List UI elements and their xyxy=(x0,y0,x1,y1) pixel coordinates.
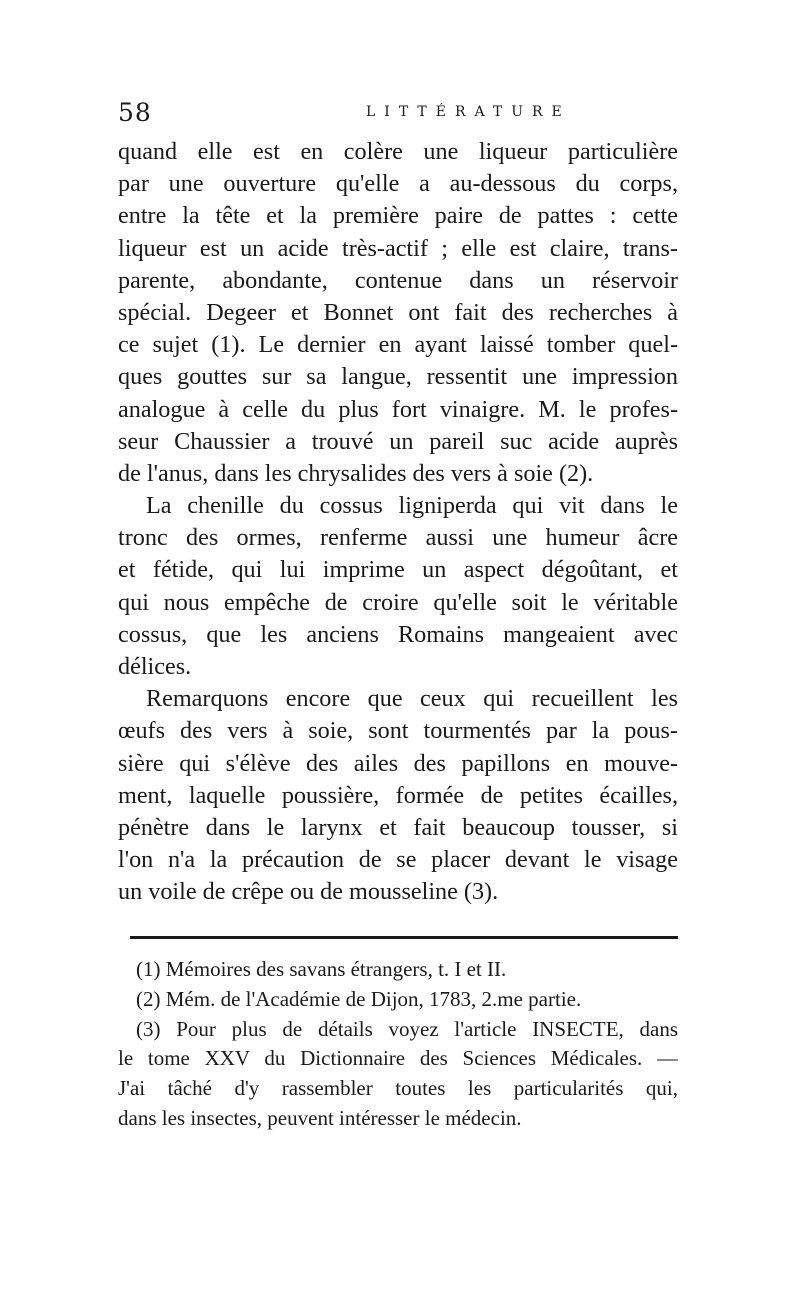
footnote-continuation: J'ai tâché d'y rassembler toutes les particularités qui, xyxy=(118,1076,678,1101)
text-line: ce sujet (1). Le dernier en ayant laissé tomber quel- xyxy=(118,331,678,359)
text-line: spécial. Degeer et Bonnet ont fait des recherches à xyxy=(118,298,678,326)
text-line: ment, laquelle poussière, formée de petites écailles, xyxy=(118,781,678,809)
text-line: par une ouverture qu'elle a au-dessous du corps, xyxy=(118,170,678,198)
text-line: seur Chaussier a trouvé un pareil suc acide auprès xyxy=(118,427,678,455)
text-line: délices. xyxy=(118,653,192,680)
paragraph-start-line: La chenille du cossus ligniperda qui vit dans le xyxy=(146,492,678,520)
text-line: parente, abondante, contenue dans un réservoir xyxy=(118,266,678,294)
text-line: l'on n'a la précaution de se placer devant le visage xyxy=(118,846,678,874)
text-line: un voile de crêpe ou de mousseline (3). xyxy=(118,878,499,906)
text-line: quand elle est en colère une liqueur particulière xyxy=(118,138,678,165)
text-line: cossus, que les anciens Romains mangeaient avec xyxy=(118,620,678,648)
text-line: liqueur est un acide très-actif ; elle est claire, trans- xyxy=(118,234,678,262)
footnote: (3) Pour plus de détails voyez l'article INSECTE, dans xyxy=(136,1016,678,1041)
text-line: qui nous empêche de croire qu'elle soit le véritable xyxy=(118,588,678,616)
footnote-continuation: dans les insectes, peuvent intéresser le médecin. xyxy=(118,1105,522,1130)
text-line: sière qui s'élève des ailes des papillons en mouve- xyxy=(118,749,678,777)
footnote: (1) Mémoires des savans étrangers, t. I et II. xyxy=(136,957,507,981)
text-line: de l'anus, dans les chrysalides des vers à soie (2). xyxy=(118,459,594,487)
footnotes xyxy=(118,955,678,1134)
text-line: analogue à celle du plus fort vinaigre. M. le profes- xyxy=(118,395,678,423)
footnote-divider xyxy=(130,936,678,939)
text-line: ques gouttes sur sa langue, ressentit une impression xyxy=(118,363,678,391)
text-line: et fétide, qui lui imprime un aspect dégoûtant, et xyxy=(118,556,678,584)
footnote: (2) Mém. de l'Académie de Dijon, 1783, 2.me partie. xyxy=(136,986,582,1011)
page-header xyxy=(118,98,678,134)
body-text xyxy=(118,136,678,909)
paragraph-start-line: Remarquons encore que ceux qui recueillent les xyxy=(146,685,678,713)
footnote-continuation: le tome XXV du Dictionnaire des Sciences Médicales. — xyxy=(118,1046,678,1071)
running-title: LITTÉRATURE xyxy=(366,104,571,120)
text-line: œufs des vers à soie, sont tourmentés par la pous- xyxy=(118,717,678,745)
page-number: 58 xyxy=(118,98,152,127)
text-line: tronc des ormes, renferme aussi une humeur âcre xyxy=(118,524,678,552)
text-line: entre la tête et la première paire de pattes : cette xyxy=(118,202,678,230)
text-line: pénètre dans le larynx et fait beaucoup tousser, si xyxy=(118,813,678,841)
